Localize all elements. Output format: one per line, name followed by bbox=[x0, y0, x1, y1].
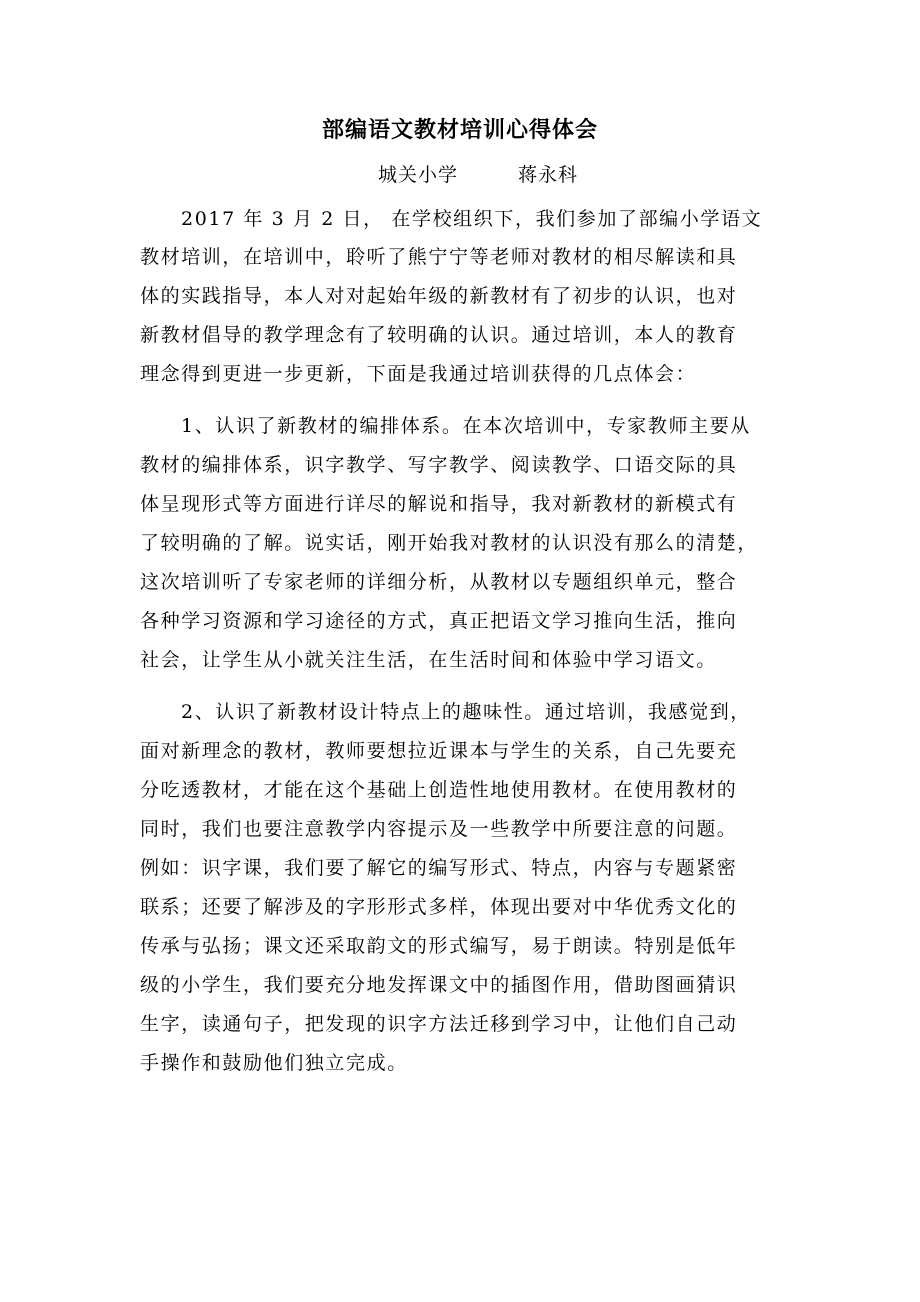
paragraph-line: 各种学习资源和学习途径的方式，真正把语文学习推向生活，推向 bbox=[140, 610, 738, 632]
paragraph-line: 生字，读通句子，把发现的识字方法迁移到学习中，让他们自己动 bbox=[140, 1013, 738, 1035]
paragraph-line: 教材的编排体系，识字教学、写字教学、阅读教学、口语交际的具 bbox=[140, 454, 738, 476]
paragraph-line: 例如：识字课，我们要了解它的编写形式、特点，内容与专题紧密 bbox=[140, 857, 738, 879]
paragraph-line: 级的小学生，我们要充分地发挥课文中的插图作用，借助图画猜识 bbox=[140, 974, 738, 996]
paragraph-line: 体呈现形式等方面进行详尽的解说和指导，我对新教材的新模式有 bbox=[140, 493, 738, 515]
paragraph-line: 分吃透教材，才能在这个基础上创造性地使用教材。在使用教材的 bbox=[140, 779, 738, 801]
paragraph-line: 理念得到更进一步更新，下面是我通过培训获得的几点体会： bbox=[140, 363, 697, 385]
paragraph-line: 这次培训听了专家老师的详细分析，从教材以专题组织单元，整合 bbox=[140, 571, 738, 593]
paragraph-line: 了较明确的了解。说实话，刚开始我对教材的认识没有那么的清楚， bbox=[140, 532, 759, 554]
paragraph-line: 传承与弘扬；课文还采取韵文的形式编写，易于朗读。特别是低年 bbox=[140, 935, 738, 957]
paragraph-line: 手操作和鼓励他们独立完成。 bbox=[140, 1052, 408, 1074]
paragraph-line: 2、认识了新教材设计特点上的趣味性。通过培训，我感觉到， bbox=[181, 701, 751, 723]
paragraph-line: 联系；还要了解涉及的字形形式多样，体现出要对中华优秀文化的 bbox=[140, 896, 738, 918]
paragraph-line: 体的实践指导，本人对对起始年级的新教材有了初步的认识，也对 bbox=[140, 285, 738, 307]
paragraph-line: 面对新理念的教材，教师要想拉近课本与学生的关系，自己先要充 bbox=[140, 740, 738, 762]
paragraph-line: 新教材倡导的教学理念有了较明确的认识。通过培训，本人的教育 bbox=[140, 324, 738, 346]
paragraph-line: 社会，让学生从小就关注生活，在生活时间和体验中学习语文。 bbox=[140, 649, 717, 671]
paragraph-line: 1、认识了新教材的编排体系。在本次培训中，专家教师主要从 bbox=[181, 415, 751, 437]
author-byline: 城关小学 蒋永科 bbox=[378, 164, 579, 186]
document-title: 部编语文教材培训心得体会 bbox=[321, 118, 598, 143]
paragraph-line: 教材培训，在培训中，聆听了熊宁宁等老师对教材的相尽解读和具 bbox=[140, 246, 738, 268]
paragraph-line: 2017 年 3 月 2 日， 在学校组织下，我们参加了部编小学语文 bbox=[181, 208, 763, 230]
paragraph-line: 同时，我们也要注意教学内容提示及一些教学中所要注意的问题。 bbox=[140, 818, 738, 840]
